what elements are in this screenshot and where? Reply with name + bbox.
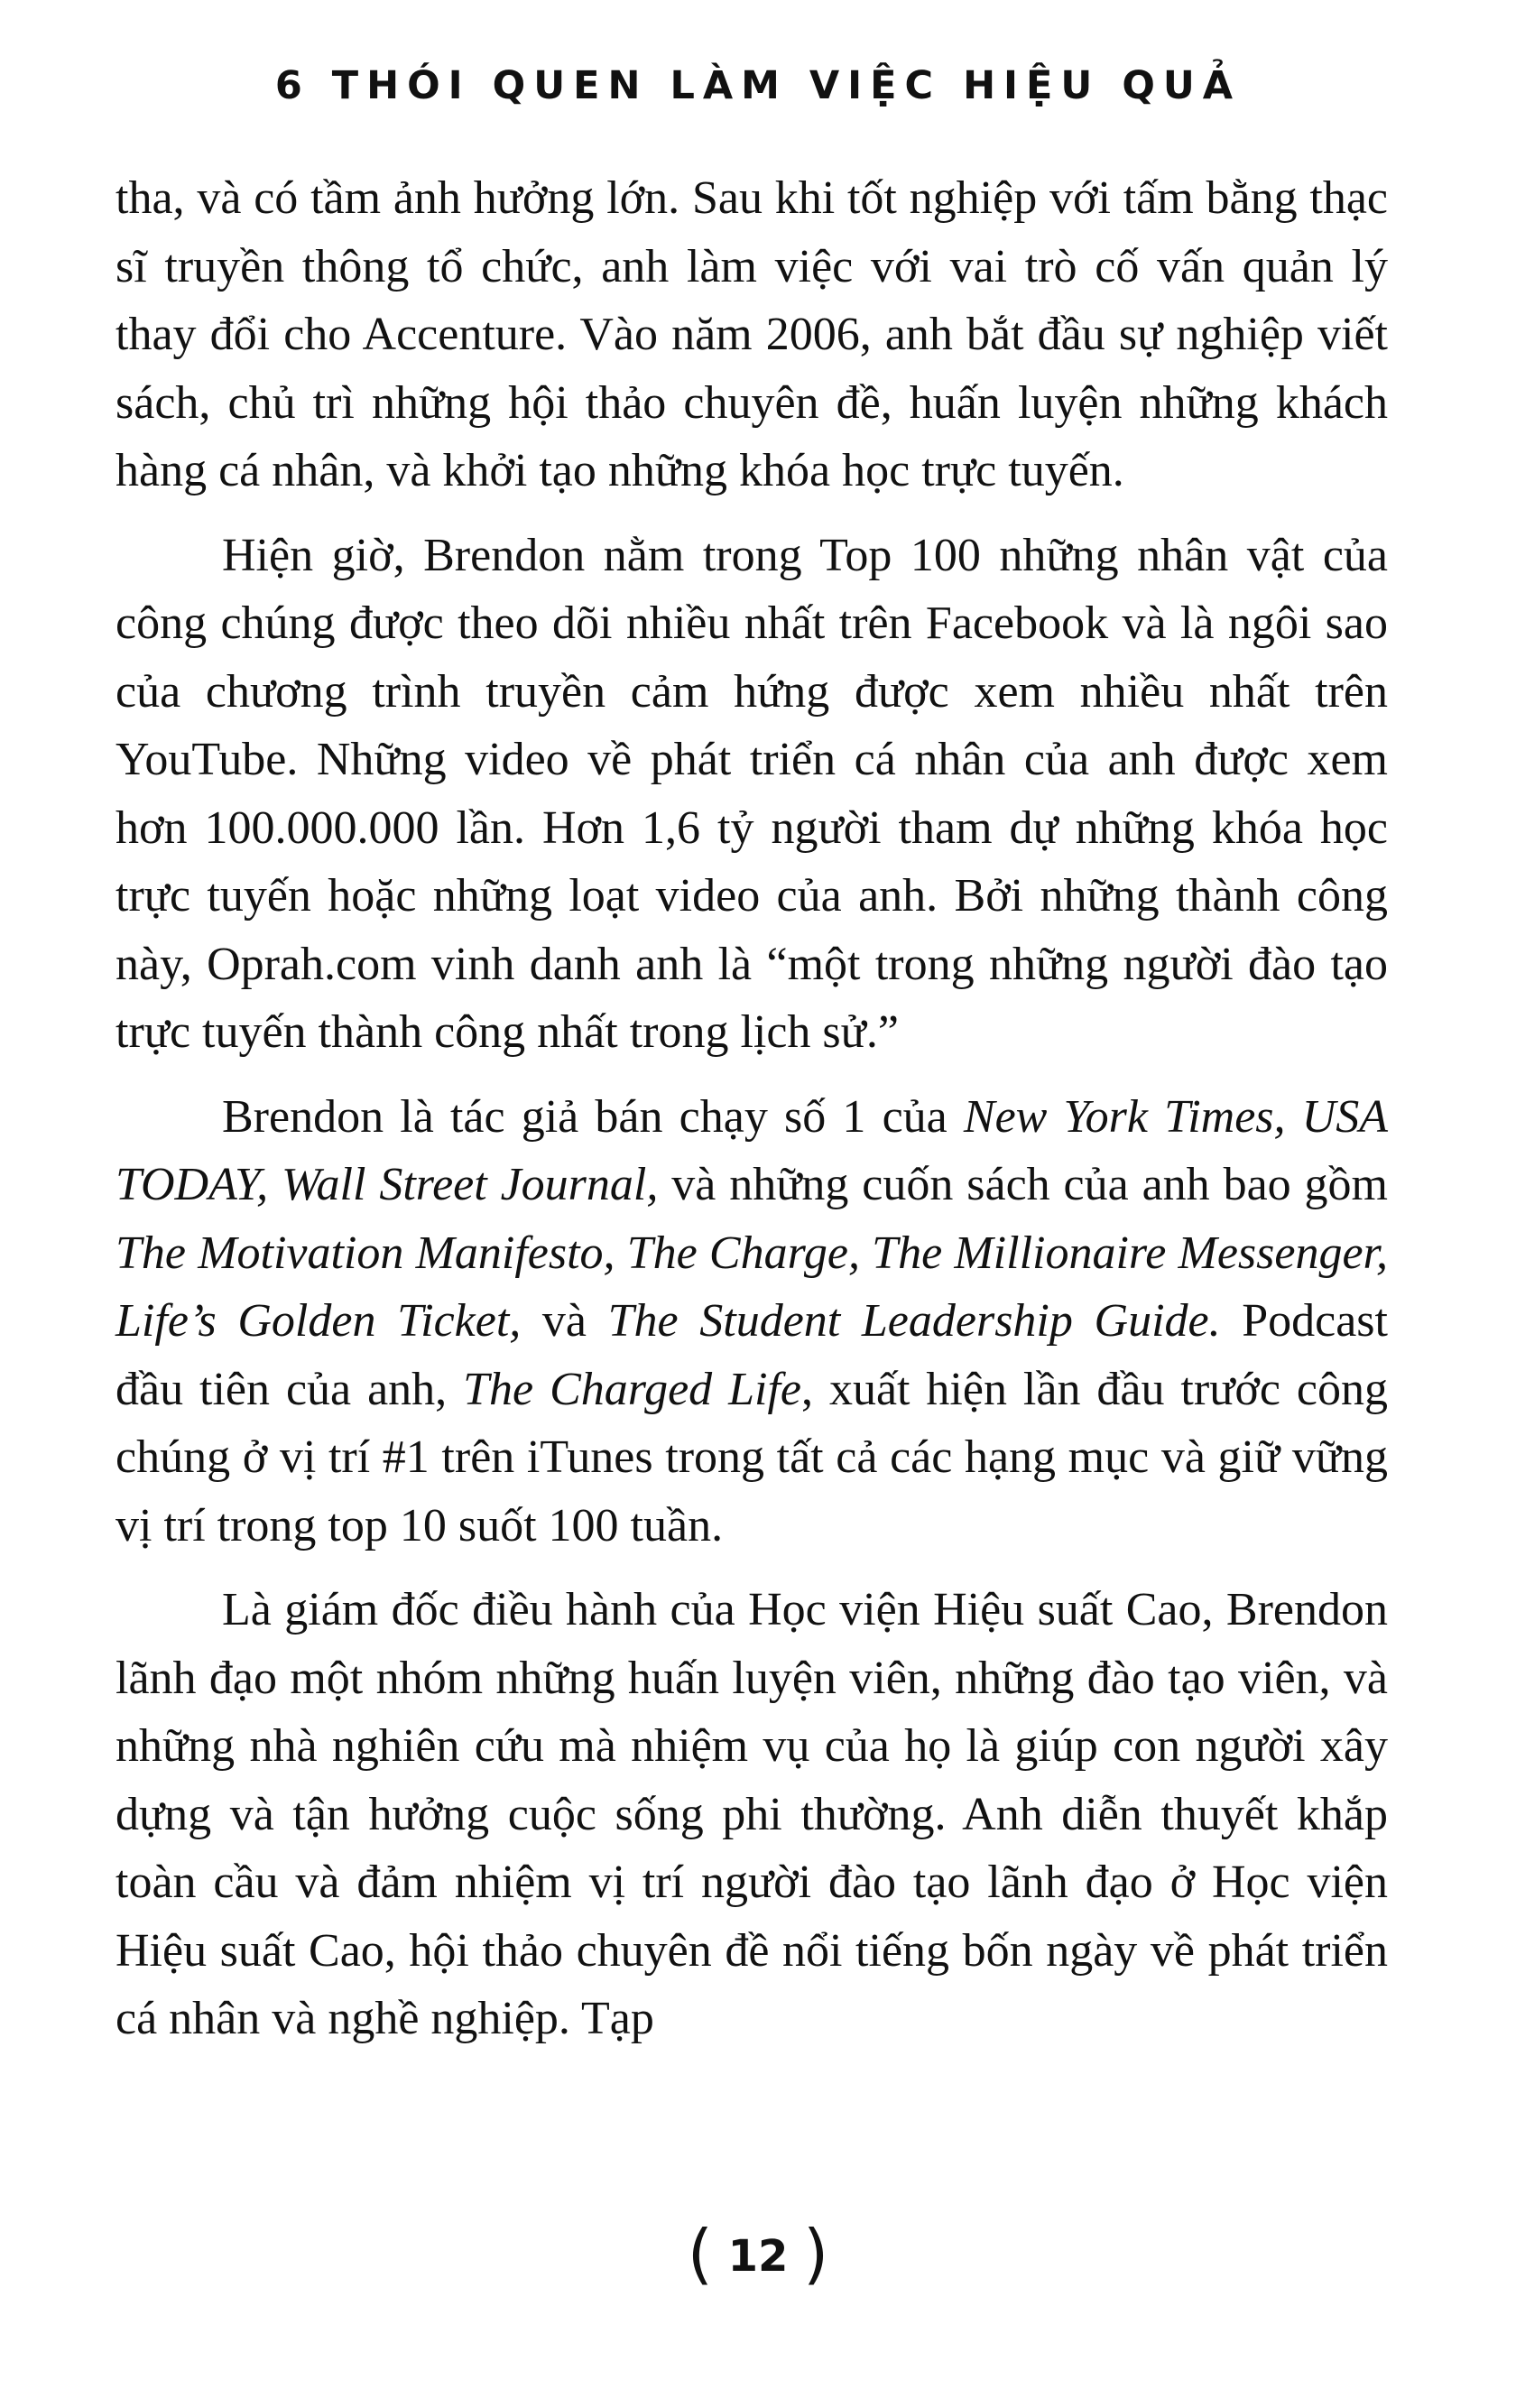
paragraph-4: Là giám đốc điều hành của Học viện Hiệu suất Cao, Brendon lãnh đạo một nhóm những huấn luyện viên, những đào tạo viên, và những nhà nghiên cứu mà nhiệm vụ của họ là giúp con người xây dựng và tận hưởng cuộc sống phi thường. Anh diễn thuyết khắp toàn cầu và đảm nhiệm vị trí người đào tạo lãnh đạo ở Học viện Hiệu suất Cao, hội thảo chuyên đề nổi tiếng bốn ngày về phát triển cá nhân và nghề nghiệp. Tạp (116, 1584, 1388, 2044)
paragraph-1: tha, và có tầm ảnh hưởng lớn. Sau khi tốt nghiệp với tấm bằng thạc sĩ truyền thông tổ chức, anh làm việc với vai trò cố vấn quản lý thay đổi cho Accenture. Vào năm 2006, anh bắt đầu sự nghiệp viết sách, chủ trì những hội thảo chuyên đề, huấn luyện những khách hàng cá nhân, và khởi tạo những khóa học trực tuyến. (116, 172, 1388, 496)
paragraph-3-italic: The Student Leadership Guide. (607, 1295, 1221, 1347)
page-number-left-bracket: ( (687, 2216, 713, 2292)
paragraph-3 (116, 1083, 1388, 1561)
page-body (116, 164, 1388, 2070)
page-number (0, 2216, 1516, 2292)
paragraph-3-text: , xuất hiện lần đầu trước công chúng ở vị trí #1 trên iTunes trong tất cả các hạng mục và giữ vững vị trí trong top 10 suốt 100 tuần. (116, 1363, 1388, 1551)
paragraph-3-italic: The Motivation Manifesto, The Charge, The Millionaire Messenger, Life’s Golden Ticket, (116, 1227, 1388, 1347)
running-header: 6 THÓI QUEN LÀM VIỆC HIỆU QUẢ (274, 63, 1242, 108)
paragraph-3-text: Podcast đầu tiên của anh, (116, 1295, 1388, 1415)
paragraph-3-text: và những cuốn sách của anh bao gồm (658, 1159, 1388, 1210)
page-number-right-bracket: ) (803, 2216, 829, 2292)
paragraph-2: Hiện giờ, Brendon nằm trong Top 100 những nhân vật của công chúng được theo dõi nhiều nhất trên Facebook và là ngôi sao của chương trình truyền cảm hứng được xem nhiều nhất trên YouTube. Những video về phát triển cá nhân của anh được xem hơn 100.000.000 lần. Hơn 1,6 tỷ người tham dự những khóa học trực tuyến hoặc những loạt video của anh. Bởi những thành công này, Oprah.com vinh danh anh là “một trong những người đào tạo trực tuyến thành công nhất trong lịch sử.” (116, 529, 1388, 1058)
paragraph-3-text: Brendon là tác giả bán chạy số 1 của (222, 1090, 964, 1143)
paragraph-3-italic: The Charged Life (463, 1363, 801, 1415)
page-number-value: 12 (727, 2231, 789, 2282)
paragraph-3-italic: New York Times, USA TODAY, Wall Street Journal, (116, 1090, 1388, 1210)
paragraph-3-text: và (521, 1295, 608, 1347)
